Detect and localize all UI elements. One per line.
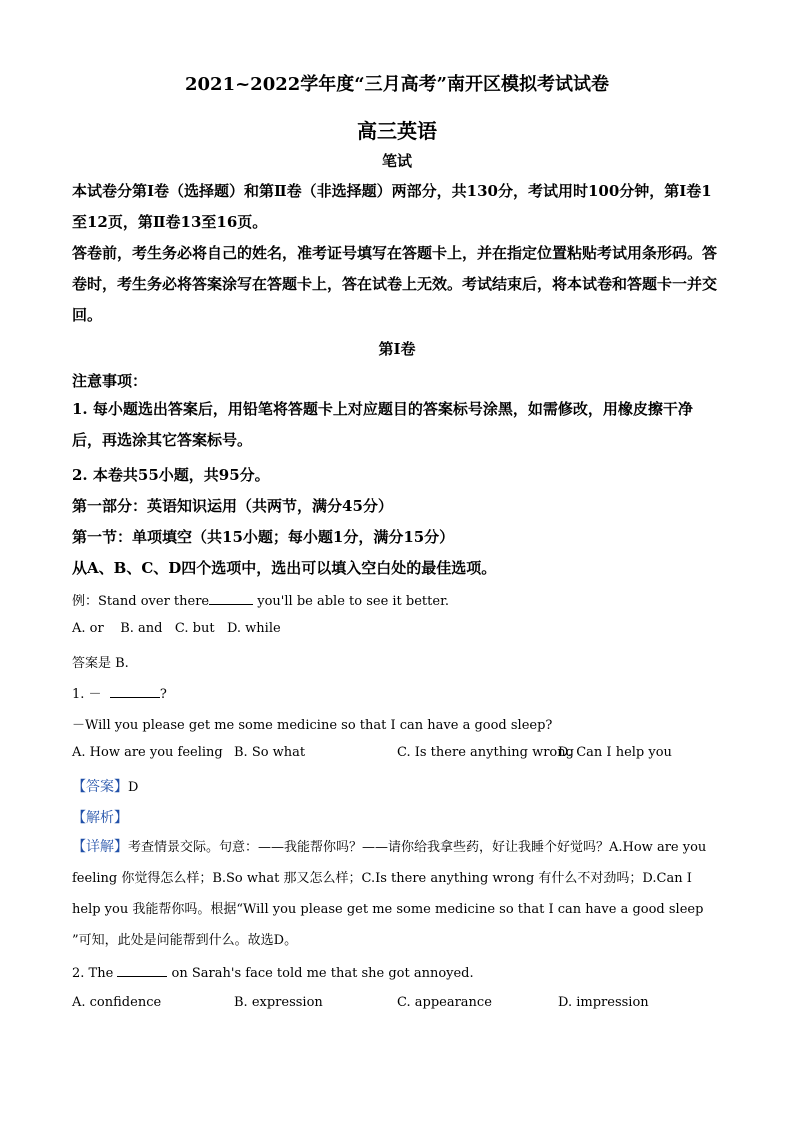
instruction-text: 从A、B、C、D四个选项中，选出可以填入空白处的最佳选项。 [72,559,497,577]
example-suffix: you'll be able to see it better. [253,594,449,609]
question-end: ? [159,687,167,702]
option-b: B. expression [234,995,323,1010]
intro-paragraph-2: 答卷前，考生务必将自己的姓名，准考证号填写在答题卡上，并在指定位置粘贴考试用条形码。答卷时，考生务必将答案涂写在答题卡上，答在试卷上无效。考试结束后，将本试卷和答题卡一并交回。 [72,244,718,324]
example-question [72,590,449,609]
option-d: D. Can I help you [558,745,672,760]
notes-item-1: 1. 每小题选出答案后，用铅笔将答题卡上对应题目的答案标号涂黑，如需修改，用橡皮擦干净后，再选涂其它答案标号。 [72,400,693,449]
detail-explanation [72,832,724,956]
example-prefix: 例：Stand over there [72,594,210,609]
section-title: 笔试 [381,152,412,170]
answer-tag: 【答案】 [72,779,128,795]
example-options: A. or B. and C. but D. while [72,621,281,636]
notes-heading: 注意事项： [72,372,148,390]
answer-blank [117,964,167,977]
option-c: C. Is there anything wrong [397,745,574,760]
answer-blank [110,685,160,698]
question-1 [72,683,167,702]
option-a: A. How are you feeling [72,745,223,760]
question-prefix: 2. The [72,966,114,981]
subject-title: 高三英语 [357,119,437,143]
question-2 [72,964,474,981]
question-number: 1. － [72,687,102,702]
intro-paragraph-1: 本试卷分第Ⅰ卷（选择题）和第Ⅱ卷（非选择题）两部分，共130分，考试用时100分钟，第Ⅰ卷1至12页，第Ⅱ卷13至16页。 [72,182,712,231]
option-d: D. impression [558,995,649,1010]
question-suffix: on Sarah's face told me that she got annoyed. [167,966,474,981]
answer-blank [209,592,253,605]
option-a: A. confidence [72,995,162,1010]
section-one-heading: 第一节：单项填空（共15小题；每小题1分，满分15分） [72,528,455,546]
option-b: B. So what [234,745,306,760]
notes-item-2: 2. 本卷共55小题，共95分。 [72,466,270,484]
option-c: C. appearance [397,995,492,1010]
detail-text: 考查情景交际。句意：——我能帮你吗？——请你给我拿些药，好让我睡个好觉吗？A.How are you feeling 你觉得怎么样；B.So what 那又怎么样；C.Is there anything wrong 有什么不对劲吗；D.Can I help you 我能帮你吗。根据“Will you please get me some medicine so that I can have a good sleep ”可知，此处是问能帮到什么。故选D。 [72,840,707,948]
exam-main-title: 2021~2022学年度“三月高考”南开区模拟考试试卷 [185,74,609,95]
analysis-line [72,807,128,827]
part-one-heading: 第一部分：英语知识运用（共两节，满分45分） [72,497,393,515]
analysis-tag: 【解析】 [72,810,128,826]
answer-value: D [128,780,139,795]
detail-tag: 【详解】 [72,839,128,855]
answer-line [72,776,138,796]
example-answer: 答案是 B. [72,656,129,671]
question-1-dialogue: －Will you please get me some medicine so that I can have a good sleep? [72,718,553,733]
volume-title: 第Ⅰ卷 [378,340,416,358]
